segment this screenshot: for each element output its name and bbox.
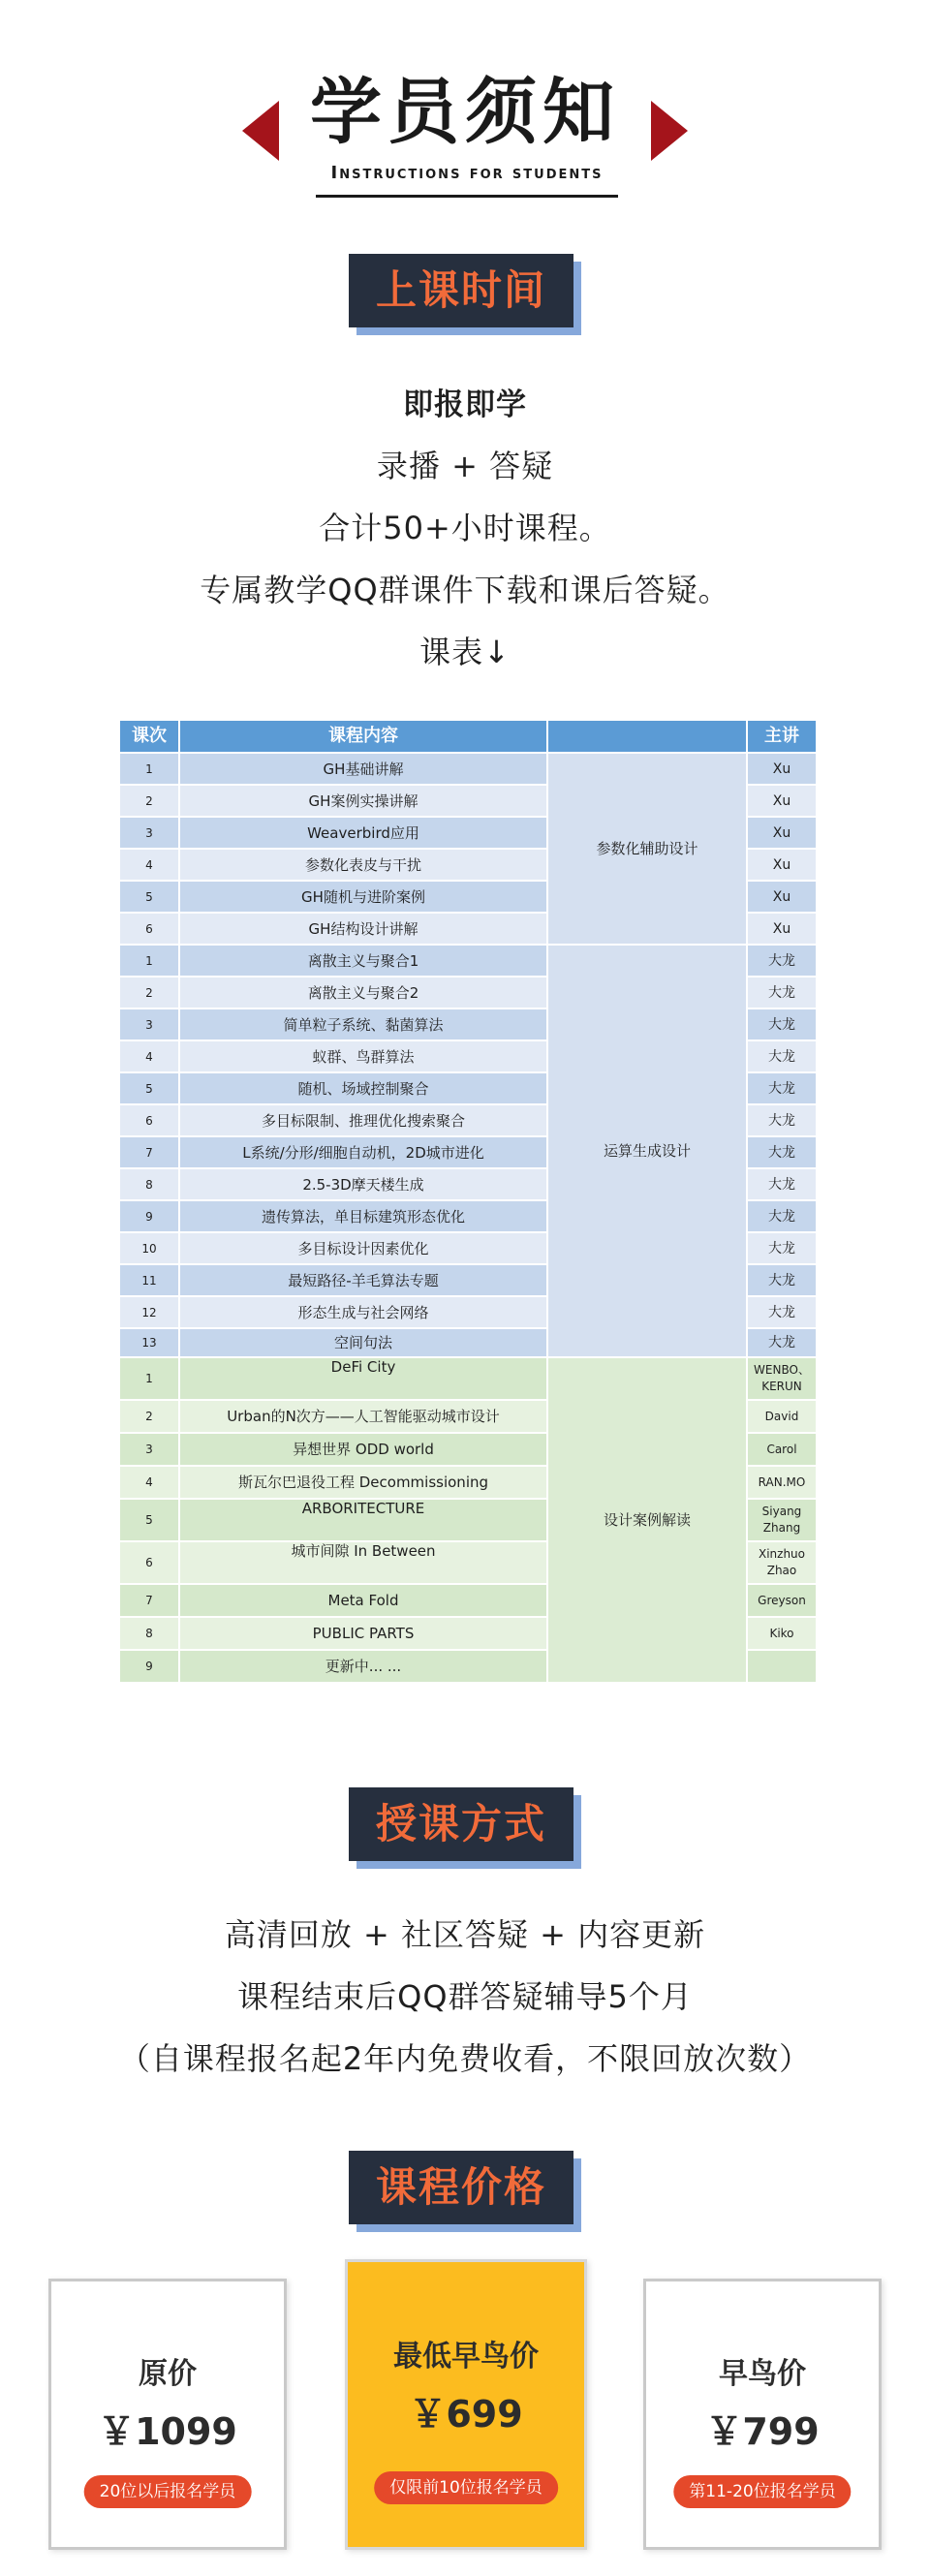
subtitle-underline (316, 195, 618, 198)
lesson-content: 2.5-3D摩天楼生成 (179, 1168, 547, 1200)
lesson-number: 4 (119, 849, 179, 881)
lesson-content: L系统/分形/细胞自动机，2D城市进化 (179, 1136, 547, 1168)
lecturer-name: Xu (747, 913, 817, 945)
lecturer-name: 大龙 (747, 1040, 817, 1072)
price-card-original (48, 2279, 287, 2550)
lesson-content: 简单粒子系统、黏菌算法 (179, 1009, 547, 1040)
lesson-content: 异想世界 ODD world (179, 1433, 547, 1466)
lesson-number: 6 (119, 1541, 179, 1584)
col-header-module (547, 720, 747, 753)
lecturer-name: 大龙 (747, 977, 817, 1009)
price-card-title: 最低早鸟价 (393, 2340, 539, 2374)
lesson-content: PUBLIC PARTS (179, 1617, 547, 1650)
lesson-content: 蚁群、鸟群算法 (179, 1040, 547, 1072)
table-row (119, 753, 817, 785)
lesson-number: 5 (119, 881, 179, 913)
lecturer-name: 大龙 (747, 1072, 817, 1104)
lesson-content: 遗传算法，单目标建筑形态优化 (179, 1200, 547, 1232)
lesson-number: 1 (119, 1357, 179, 1400)
lesson-number: 8 (119, 1168, 179, 1200)
lesson-number: 7 (119, 1584, 179, 1617)
lesson-number: 5 (119, 1499, 179, 1541)
lesson-number: 5 (119, 1072, 179, 1104)
section-label-price (349, 2151, 579, 2230)
method-line-2: 课程结束后QQ群答疑辅导5个月 (237, 1978, 693, 2015)
lecturer-name: Greyson (747, 1584, 817, 1617)
lesson-content: Weaverbird应用 (179, 817, 547, 849)
lecturer-name: 大龙 (747, 1009, 817, 1040)
section-label-time (349, 254, 579, 333)
col-header-no: 课次 (119, 720, 179, 753)
lecturer-name: 大龙 (747, 1232, 817, 1264)
price-card-early (643, 2279, 882, 2550)
lesson-content: 多目标设计因素优化 (179, 1232, 547, 1264)
lesson-content: GH随机与进阶案例 (179, 881, 547, 913)
time-line-4: 专属教学QQ群课件下载和课后答疑。 (200, 572, 730, 608)
lesson-number: 9 (119, 1200, 179, 1232)
left-triangle-icon (242, 101, 279, 161)
lesson-number: 11 (119, 1264, 179, 1296)
lesson-content: 更新中... ... (179, 1650, 547, 1683)
right-triangle-icon (651, 101, 688, 161)
lecturer-name: 大龙 (747, 1328, 817, 1357)
lecturer-name: 大龙 (747, 1168, 817, 1200)
lesson-content: 空间句法 (179, 1328, 547, 1357)
lesson-content: ARBORITECTURE (179, 1499, 547, 1541)
lesson-number: 6 (119, 913, 179, 945)
lesson-number: 9 (119, 1650, 179, 1683)
price-card-lowest-early (345, 2259, 587, 2550)
price-card-price: ￥1099 (98, 2410, 237, 2453)
schedule-table (118, 719, 818, 1684)
module-name: 参数化辅助设计 (547, 753, 747, 945)
lecturer-name: Siyang Zhang (747, 1499, 817, 1541)
lesson-number: 2 (119, 1400, 179, 1433)
module-name: 运算生成设计 (547, 945, 747, 1357)
lecturer-name: Xu (747, 785, 817, 817)
lesson-number: 6 (119, 1104, 179, 1136)
table-header-row (119, 720, 817, 753)
lecturer-name: Kiko (747, 1617, 817, 1650)
price-card-title: 原价 (139, 2357, 197, 2391)
lecturer-name: Carol (747, 1433, 817, 1466)
lesson-content: GH结构设计讲解 (179, 913, 547, 945)
price-card-note: 仅限前10位报名学员 (374, 2471, 558, 2504)
page-header (0, 66, 930, 211)
lesson-number: 4 (119, 1466, 179, 1499)
lesson-number: 3 (119, 1009, 179, 1040)
lesson-number: 10 (119, 1232, 179, 1264)
price-card-price: ￥799 (705, 2410, 820, 2453)
lesson-number: 2 (119, 977, 179, 1009)
method-line-1: 高清回放 + 社区答疑 + 内容更新 (224, 1916, 706, 1953)
lesson-number: 4 (119, 1040, 179, 1072)
lecturer-name: Xinzhuo Zhao (747, 1541, 817, 1584)
lesson-content: 参数化表皮与干扰 (179, 849, 547, 881)
time-line-5: 课表↓ (419, 634, 511, 670)
lesson-content: 形态生成与社会网络 (179, 1296, 547, 1328)
lesson-number: 1 (119, 753, 179, 785)
time-line-2: 录播 + 答疑 (376, 448, 554, 484)
label-box: 上课时间 (349, 254, 574, 327)
lecturer-name: Xu (747, 753, 817, 785)
lecturer-name: RAN.MO (747, 1466, 817, 1499)
method-line-3: （自课程报名起2年内免费收看，不限回放次数） (118, 2040, 812, 2077)
label-box: 课程价格 (349, 2151, 574, 2224)
lesson-content: Urban的N次方——人工智能驱动城市设计 (179, 1400, 547, 1433)
lecturer-name: 大龙 (747, 1264, 817, 1296)
lesson-content: GH基础讲解 (179, 753, 547, 785)
lesson-content: 斯瓦尔巴退役工程 Decommissioning (179, 1466, 547, 1499)
lesson-number: 3 (119, 1433, 179, 1466)
section-label-method (349, 1787, 579, 1867)
table-row (119, 945, 817, 977)
lesson-content: GH案例实操讲解 (179, 785, 547, 817)
lesson-content: 多目标限制、推理优化搜索聚合 (179, 1104, 547, 1136)
module-name: 设计案例解读 (547, 1357, 747, 1683)
lecturer-name: Xu (747, 849, 817, 881)
lesson-number: 13 (119, 1328, 179, 1357)
lecturer-name: Xu (747, 881, 817, 913)
lesson-number: 12 (119, 1296, 179, 1328)
lecturer-name: WENBO、KERUN (747, 1357, 817, 1400)
lesson-content: Meta Fold (179, 1584, 547, 1617)
lesson-number: 7 (119, 1136, 179, 1168)
lecturer-name: 大龙 (747, 1136, 817, 1168)
lesson-number: 2 (119, 785, 179, 817)
table-row (119, 1357, 817, 1400)
lecturer-name (747, 1650, 817, 1683)
col-header-content: 课程内容 (179, 720, 547, 753)
lecturer-name: David (747, 1400, 817, 1433)
lecturer-name: 大龙 (747, 945, 817, 977)
price-card-note: 20位以后报名学员 (84, 2475, 252, 2508)
lecturer-name: 大龙 (747, 1200, 817, 1232)
time-line-1: 即报即学 (403, 388, 527, 422)
lecturer-name: 大龙 (747, 1296, 817, 1328)
page-subtitle: Instructions for students (330, 163, 604, 183)
lesson-content: 离散主义与聚合2 (179, 977, 547, 1009)
price-card-note: 第11-20位报名学员 (673, 2475, 851, 2508)
label-box: 授课方式 (349, 1787, 574, 1861)
lecturer-name: Xu (747, 817, 817, 849)
lesson-content: 随机、场域控制聚合 (179, 1072, 547, 1104)
lesson-number: 3 (119, 817, 179, 849)
page-title: 学员须知 (310, 71, 620, 154)
lesson-number: 8 (119, 1617, 179, 1650)
time-line-3: 合计50+小时课程。 (319, 510, 611, 546)
lesson-content: 离散主义与聚合1 (179, 945, 547, 977)
price-card-title: 早鸟价 (719, 2357, 806, 2391)
lesson-content: 最短路径-羊毛算法专题 (179, 1264, 547, 1296)
price-card-price: ￥699 (409, 2393, 523, 2436)
lesson-content: 城市间隙 In Between (179, 1541, 547, 1584)
lecturer-name: 大龙 (747, 1104, 817, 1136)
lesson-number: 1 (119, 945, 179, 977)
lesson-content: DeFi City (179, 1357, 547, 1400)
col-header-lecturer: 主讲 (747, 720, 817, 753)
